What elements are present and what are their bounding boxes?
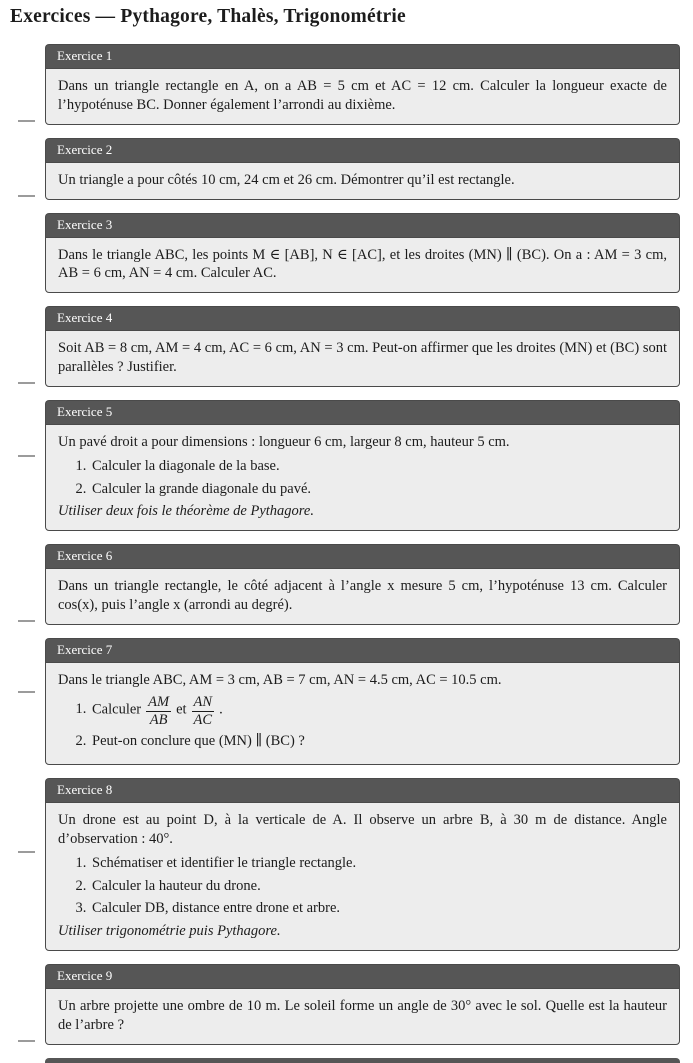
exercise-header [45,778,680,802]
exercise-text: Un arbre projette une ombre de 10 m. Le soleil forme un angle de 30° avec le sol. Quelle est la hauteur de l’arbre ? [58,998,667,1033]
exercise-text: Dans le triangle ABC, AM = 3 cm, AB = 7 cm, AN = 4.5 cm, AC = 10.5 cm. [58,671,502,688]
exercise-body [45,162,680,200]
exercise-text: Un pavé droit a pour dimensions : longueur 6 cm, largeur 8 cm, hauteur 5 cm. [58,433,510,450]
exercise-body [45,662,680,765]
list-item-text: Calculer [92,701,142,718]
exercise-text: Dans un triangle rectangle en A, on a AB = 5 cm et AC = 12 cm. Calculer la longueur exacte de l’hypoténuse BC. Donner également l’arrondi au dixième. [58,78,667,113]
exercise-header [45,44,680,68]
exercise-list [58,457,667,499]
exercise-box [45,778,680,951]
exercise-note: Utiliser deux fois le théorème de Pythagore. [58,503,314,520]
exercise-box [45,138,680,200]
exercise-header [45,306,680,330]
exercise-title: Exercice 7 [57,641,113,657]
fraction-denominator: AB [149,712,168,729]
exercise-text: Un triangle a pour côtés 10 cm, 24 cm et 26 cm. Démontrer qu’il est rectangle. [58,171,515,188]
exercise-title: Exercice 8 [57,782,113,798]
margin-tick [18,382,35,384]
fraction-an-ac [192,695,215,728]
exercise-box [45,544,680,625]
exercise-body [45,424,680,531]
exercise-body [45,568,680,625]
fraction-numerator: AM [146,695,171,712]
exercise-title: Exercice 5 [57,403,113,419]
margin-tick [18,691,35,693]
margin-tick [18,851,35,853]
exercise-body [45,330,680,387]
exercise-body [45,802,680,951]
margin-tick [18,455,35,457]
fraction-numerator: AN [192,695,215,712]
exercise-header [45,213,680,237]
exercise-body [45,988,680,1045]
exercise-box [45,306,680,387]
margin-tick [18,1040,35,1042]
exercise-text: Dans le triangle ABC, les points M ∈ [AB], N ∈ [AC], et les droites (MN) ∥ (BC). On a : AM = 3 cm, AB = 6 cm, AN = 4 cm. Calculer AC. [58,246,667,282]
exercise-title: Exercice 6 [57,548,113,564]
list-item: 2. Calculer la hauteur du drone. [90,877,667,896]
exercise-list [58,695,667,751]
exercise-header [45,638,680,662]
exercise-box [45,213,680,294]
exercise-header [45,138,680,162]
exercise-title: Exercice 3 [57,216,113,232]
margin-tick [18,620,35,622]
exercise-header [45,400,680,424]
exercise-title: Exercice 2 [57,141,113,157]
list-item: 3. Calculer DB, distance entre drone et arbre. [90,899,667,918]
exercise-box [45,44,680,125]
margin-tick [18,120,35,122]
exercise-text: Dans un triangle rectangle, le côté adjacent à l’angle x mesure 5 cm, l’hypoténuse 13 cm. Calculer cos(x), puis l’angle x (arrondi au degré). [58,578,667,614]
margin-tick [18,195,35,197]
exercise-header [45,964,680,988]
list-item-text: et [176,701,187,718]
list-item: 2. Peut-on conclure que (MN) ∥ (BC) ? [90,732,667,751]
exercise-title: Exercice 4 [57,310,113,326]
page-title: Exercices — Pythagore, Thalès, Trigonométrie [10,6,406,27]
exercise-header [45,544,680,568]
list-item-text: . [219,701,223,718]
exercise-title: Exercice 1 [57,48,113,63]
fraction-denominator: AC [193,712,213,729]
exercise-body [45,237,680,294]
list-item: 1. Calculer la diagonale de la base. [90,457,667,476]
exercise-box [45,964,680,1045]
list-item [90,695,667,728]
exercise-title: Exercice 9 [57,968,113,984]
list-item: 1. Schématiser et identifier le triangle rectangle. [90,854,667,873]
exercise-text: Un drone est au point D, à la verticale de A. Il observe un arbre B, à 30 m de distance. Angle d’observation : 40°. [58,812,667,847]
exercise-body [45,68,680,125]
next-exercise-header-partial [45,1058,680,1063]
exercise-list [58,854,667,919]
exercise-note: Utiliser trigonométrie puis Pythagore. [58,923,281,940]
exercise-box [45,638,680,765]
list-item: 2. Calculer la grande diagonale du pavé. [90,480,667,499]
exercise-text: Soit AB = 8 cm, AM = 4 cm, AC = 6 cm, AN = 3 cm. Peut-on affirmer que les droites (MN) et (BC) sont parallèles ? Justifier. [58,340,667,376]
fraction-am-ab [146,695,171,728]
exercise-box [45,400,680,531]
